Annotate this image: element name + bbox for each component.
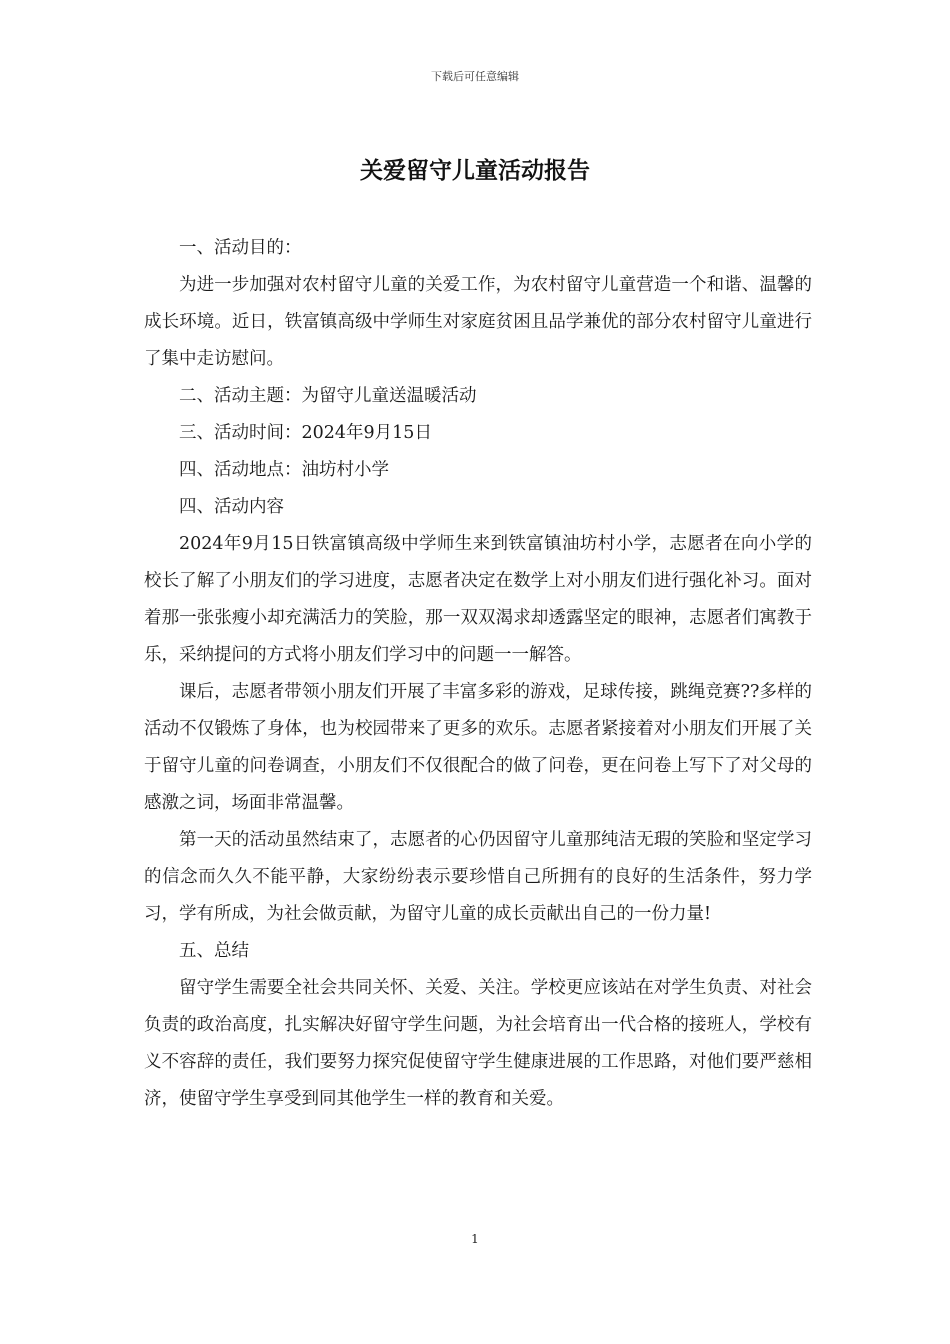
paragraph-summary: 留守学生需要全社会共同关怀、关爱、关注。学校更应该站在对学生负责、对社会负责的政治高度，扎实解决好留守学生问题，为社会培育出一代合格的接班人，学校有义不容辞的责任，我们要努力探究促使留守学生健康进展的工作思路，对他们要严慈相济，使留守学生享受到同其他学生一样的教育和关爱。	[144, 978, 812, 1109]
section-heading-time: 三、活动时间：2024年9月15日	[179, 423, 432, 443]
paragraph-content-3: 第一天的活动虽然结束了，志愿者的心仍因留守儿童那纯洁无瑕的笑脸和坚定学习的信念而久久不能平静，大家纷纷表示要珍惜自己所拥有的良好的生活条件，努力学习，学有所成，为社会做贡献，为留守儿童的成长贡献出自己的一份力量!	[144, 830, 812, 924]
section-heading-content: 四、活动内容	[179, 497, 284, 517]
paragraph-purpose: 为进一步加强对农村留守儿童的关爱工作，为农村留守儿童营造一个和谐、温馨的成长环境。近日，铁富镇高级中学师生对家庭贫困且品学兼优的部分农村留守儿童进行了集中走访慰问。	[144, 275, 812, 369]
page-number: 1	[471, 1232, 479, 1246]
document-title: 关爱留守儿童活动报告	[360, 158, 590, 184]
paragraph-content-2: 课后，志愿者带领小朋友们开展了丰富多彩的游戏，足球传接，跳绳竞赛??多样的活动不仅锻炼了身体，也为校园带来了更多的欢乐。志愿者紧接着对小朋友们开展了关于留守儿童的问卷调查，小朋友们不仅很配合的做了问卷，更在问卷上写下了对父母的感激之词，场面非常温馨。	[144, 682, 812, 813]
section-heading-purpose: 一、活动目的：	[179, 238, 302, 258]
paragraph-content-1: 2024年9月15日铁富镇高级中学师生来到铁富镇油坊村小学，志愿者在向小学的校长了解了小朋友们的学习进度，志愿者决定在数学上对小朋友们进行强化补习。面对着那一张张瘦小却充满活力的笑脸，那一双双渴求却透露坚定的眼神，志愿者们寓教于乐，采纳提问的方式将小朋友们学习中的问题一一解答。	[144, 534, 812, 665]
document-body	[144, 230, 812, 1118]
section-heading-summary: 五、总结	[179, 941, 249, 961]
section-heading-location: 四、活动地点：油坊村小学	[179, 460, 389, 480]
section-heading-theme: 二、活动主题：为留守儿童送温暖活动	[179, 386, 477, 406]
header-note: 下载后可任意编辑	[431, 70, 519, 83]
